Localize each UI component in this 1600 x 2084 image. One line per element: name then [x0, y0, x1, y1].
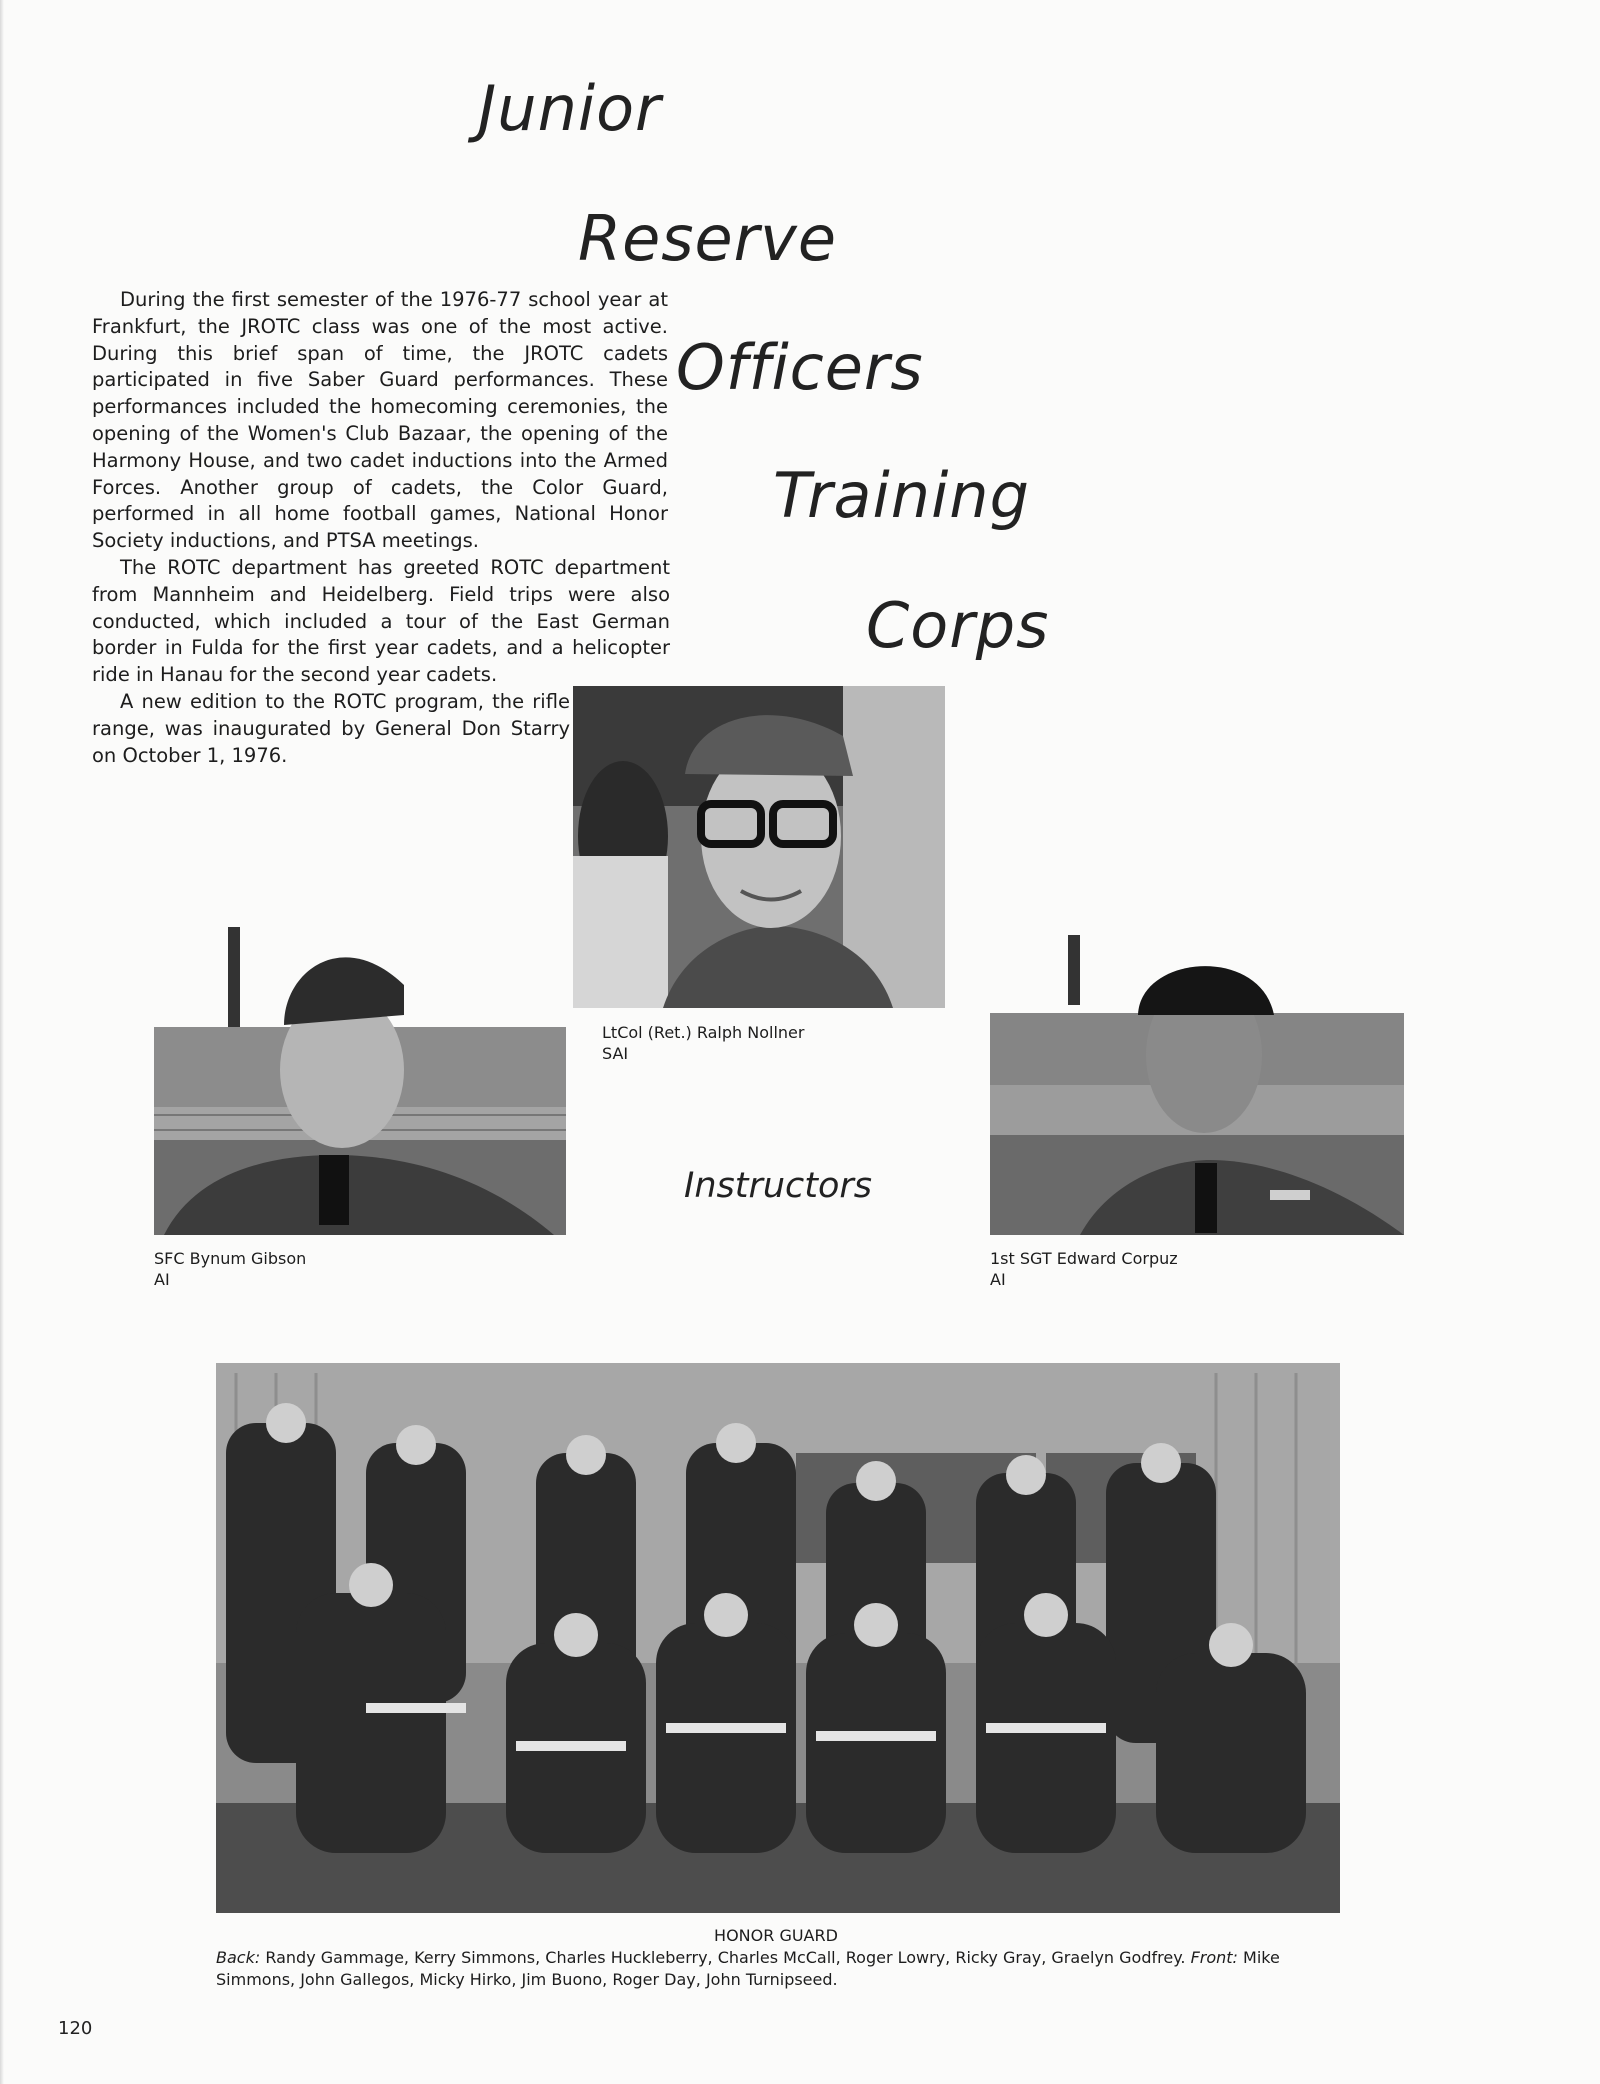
section-label-instructors: Instructors [684, 1166, 873, 1206]
caption-ralph-nollner [602, 1022, 804, 1064]
photo-edward-corpuz [990, 935, 1404, 1235]
instructor-role: AI [990, 1270, 1006, 1289]
instructor-name: 1st SGT Edward Corpuz [990, 1249, 1178, 1268]
photo-bynum-gibson [154, 925, 566, 1235]
back-row-names: Randy Gammage, Kerry Simmons, Charles Huckleberry, Charles McCall, Roger Lowry, Ricky Gray, Graelyn Godfrey. [265, 1948, 1186, 1967]
page-number: 120 [58, 2018, 93, 2039]
instructor-name: SFC Bynum Gibson [154, 1249, 307, 1268]
photo-honor-guard [216, 1363, 1340, 1913]
heading-word-junior: Junior [478, 72, 662, 145]
front-row-names: Mike Simmons, John Gallegos, Micky Hirko, Jim Buono, Roger Day, John Turnipseed. [216, 1948, 1280, 1989]
heading-word-training: Training [773, 459, 1030, 532]
heading-word-corps: Corps [866, 589, 1050, 662]
instructor-role: SAI [602, 1044, 629, 1063]
front-row-label: Front: [1190, 1948, 1238, 1967]
honor-guard-title: HONOR GUARD [714, 1926, 838, 1945]
honor-guard-caption [216, 1925, 1336, 1991]
honor-guard-names [216, 1947, 1336, 1991]
back-row-label: Back: [216, 1948, 261, 1967]
article-paragraph-2: The ROTC department has greeted ROTC department from Mannheim and Heidelberg. Field trips were also conducted, which included a tour of the East German border in Fulda for the first year cadets, and a helicopter ride in Hanau for the second year cadets. [92, 555, 670, 687]
article-paragraph-1: During the first semester of the 1976-77 school year at Frankfurt, the JROTC class was one of the most active. During this brief span of time, the JROTC cadets participated in five Saber Guard performances. These performances included the homecoming ceremonies, the opening of the Women's Club Bazaar, the opening of the Harmony House, and two cadet inductions into the Armed Forces. Another group of cadets, the Color Guard, performed in all home football games, National Honor Society inductions, and PTSA meetings. [92, 288, 668, 553]
article-paragraph-3: A new edition to the ROTC program, the rifle range, was inaugurated by General Don Starry on October 1, 1976. [92, 689, 570, 767]
instructor-name: LtCol (Ret.) Ralph Nollner [602, 1023, 805, 1042]
caption-edward-corpuz [990, 1248, 1178, 1290]
photo-ralph-nollner [573, 686, 945, 1008]
page-edge-shadow [0, 0, 4, 2084]
heading-word-officers: Officers [676, 331, 924, 404]
caption-bynum-gibson [154, 1248, 306, 1290]
heading-word-reserve: Reserve [578, 202, 837, 275]
instructor-role: AI [154, 1270, 170, 1289]
